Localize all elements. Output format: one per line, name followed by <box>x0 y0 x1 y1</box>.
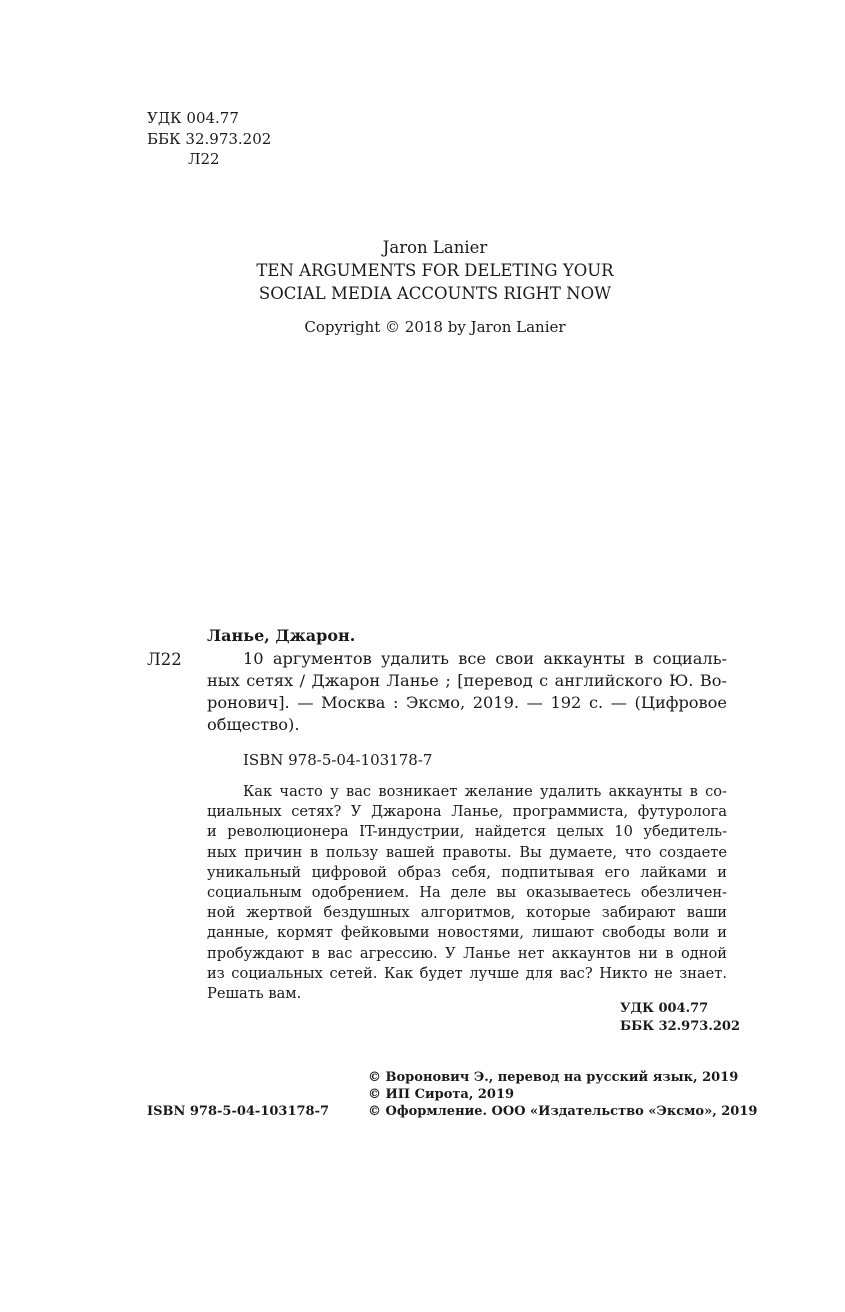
catalog-isbn: ISBN 978-5-04-103178-7 <box>243 751 433 769</box>
description-line: и революционера IT-индустрии, найдется целых 10 убедитель- <box>207 823 727 841</box>
udk-code-top: УДК 004.77 <box>147 109 239 127</box>
catalog-entry-line: 10 аргументов удалить все свои аккаунты в социаль- <box>243 649 727 668</box>
description-line: пробуждают в вас агрессию. У Ланье нет аккаунтов ни в одной <box>207 944 727 962</box>
description-line: социальным одобрением. На деле вы оказываетесь обезличен- <box>207 883 727 901</box>
description-line: Решать вам. <box>207 984 302 1002</box>
original-author: Jaron Lanier <box>382 238 488 257</box>
bbk-code-bottom: ББК 32.973.202 <box>620 1019 740 1034</box>
bbk-code-top: ББК 32.973.202 <box>147 130 272 148</box>
original-title-line-2: SOCIAL MEDIA ACCOUNTS RIGHT NOW <box>258 284 612 303</box>
catalog-entry-line: ных сетях / Джарон Ланье ; [перевод с английского Ю. Во- <box>207 671 727 690</box>
udk-code-bottom: УДК 004.77 <box>620 1001 709 1016</box>
original-title-line-1: TEN ARGUMENTS FOR DELETING YOUR <box>256 261 614 280</box>
catalog-author-mark: Л22 <box>147 650 182 669</box>
original-copyright: Copyright © 2018 by Jaron Lanier <box>304 318 566 336</box>
catalog-entry <box>207 648 727 736</box>
author-mark-top: Л22 <box>188 150 220 168</box>
copyright-sirota: © ИП Сирота, 2019 <box>368 1087 515 1102</box>
copyright-translation: © Воронович Э., перевод на русский язык, 2019 <box>368 1070 739 1085</box>
footer-isbn: ISBN 978-5-04-103178-7 <box>147 1104 330 1119</box>
catalog-entry-line: ронович]. — Москва : Эксмо, 2019. — 192 с. — (Цифровое <box>207 693 727 712</box>
description-line: ной жертвой бездушных алгоритмов, которые забирают ваши <box>207 904 727 922</box>
description-line: ных причин в пользу вашей правоты. Вы думаете, что создаете <box>207 843 727 861</box>
description-line: данные, кормят фейковыми новостями, лишают свободы воли и <box>207 924 727 942</box>
description-line: из социальных сетей. Как будет лучше для вас? Никто не знает. <box>207 964 727 982</box>
description-line: уникальный цифровой образ себя, подпитывая его лайками и <box>207 863 727 881</box>
book-description <box>207 782 727 1004</box>
description-line: циальных сетях? У Джарона Ланье, программиста, футуролога <box>207 803 727 821</box>
description-line: Как часто у вас возникает желание удалить аккаунты в со- <box>243 783 727 800</box>
copyright-design: © Оформление. ООО «Издательство «Эксмо», 2019 <box>368 1104 758 1119</box>
catalog-author-heading: Ланье, Джарон. <box>207 626 356 645</box>
catalog-entry-line: общество). <box>207 715 300 734</box>
